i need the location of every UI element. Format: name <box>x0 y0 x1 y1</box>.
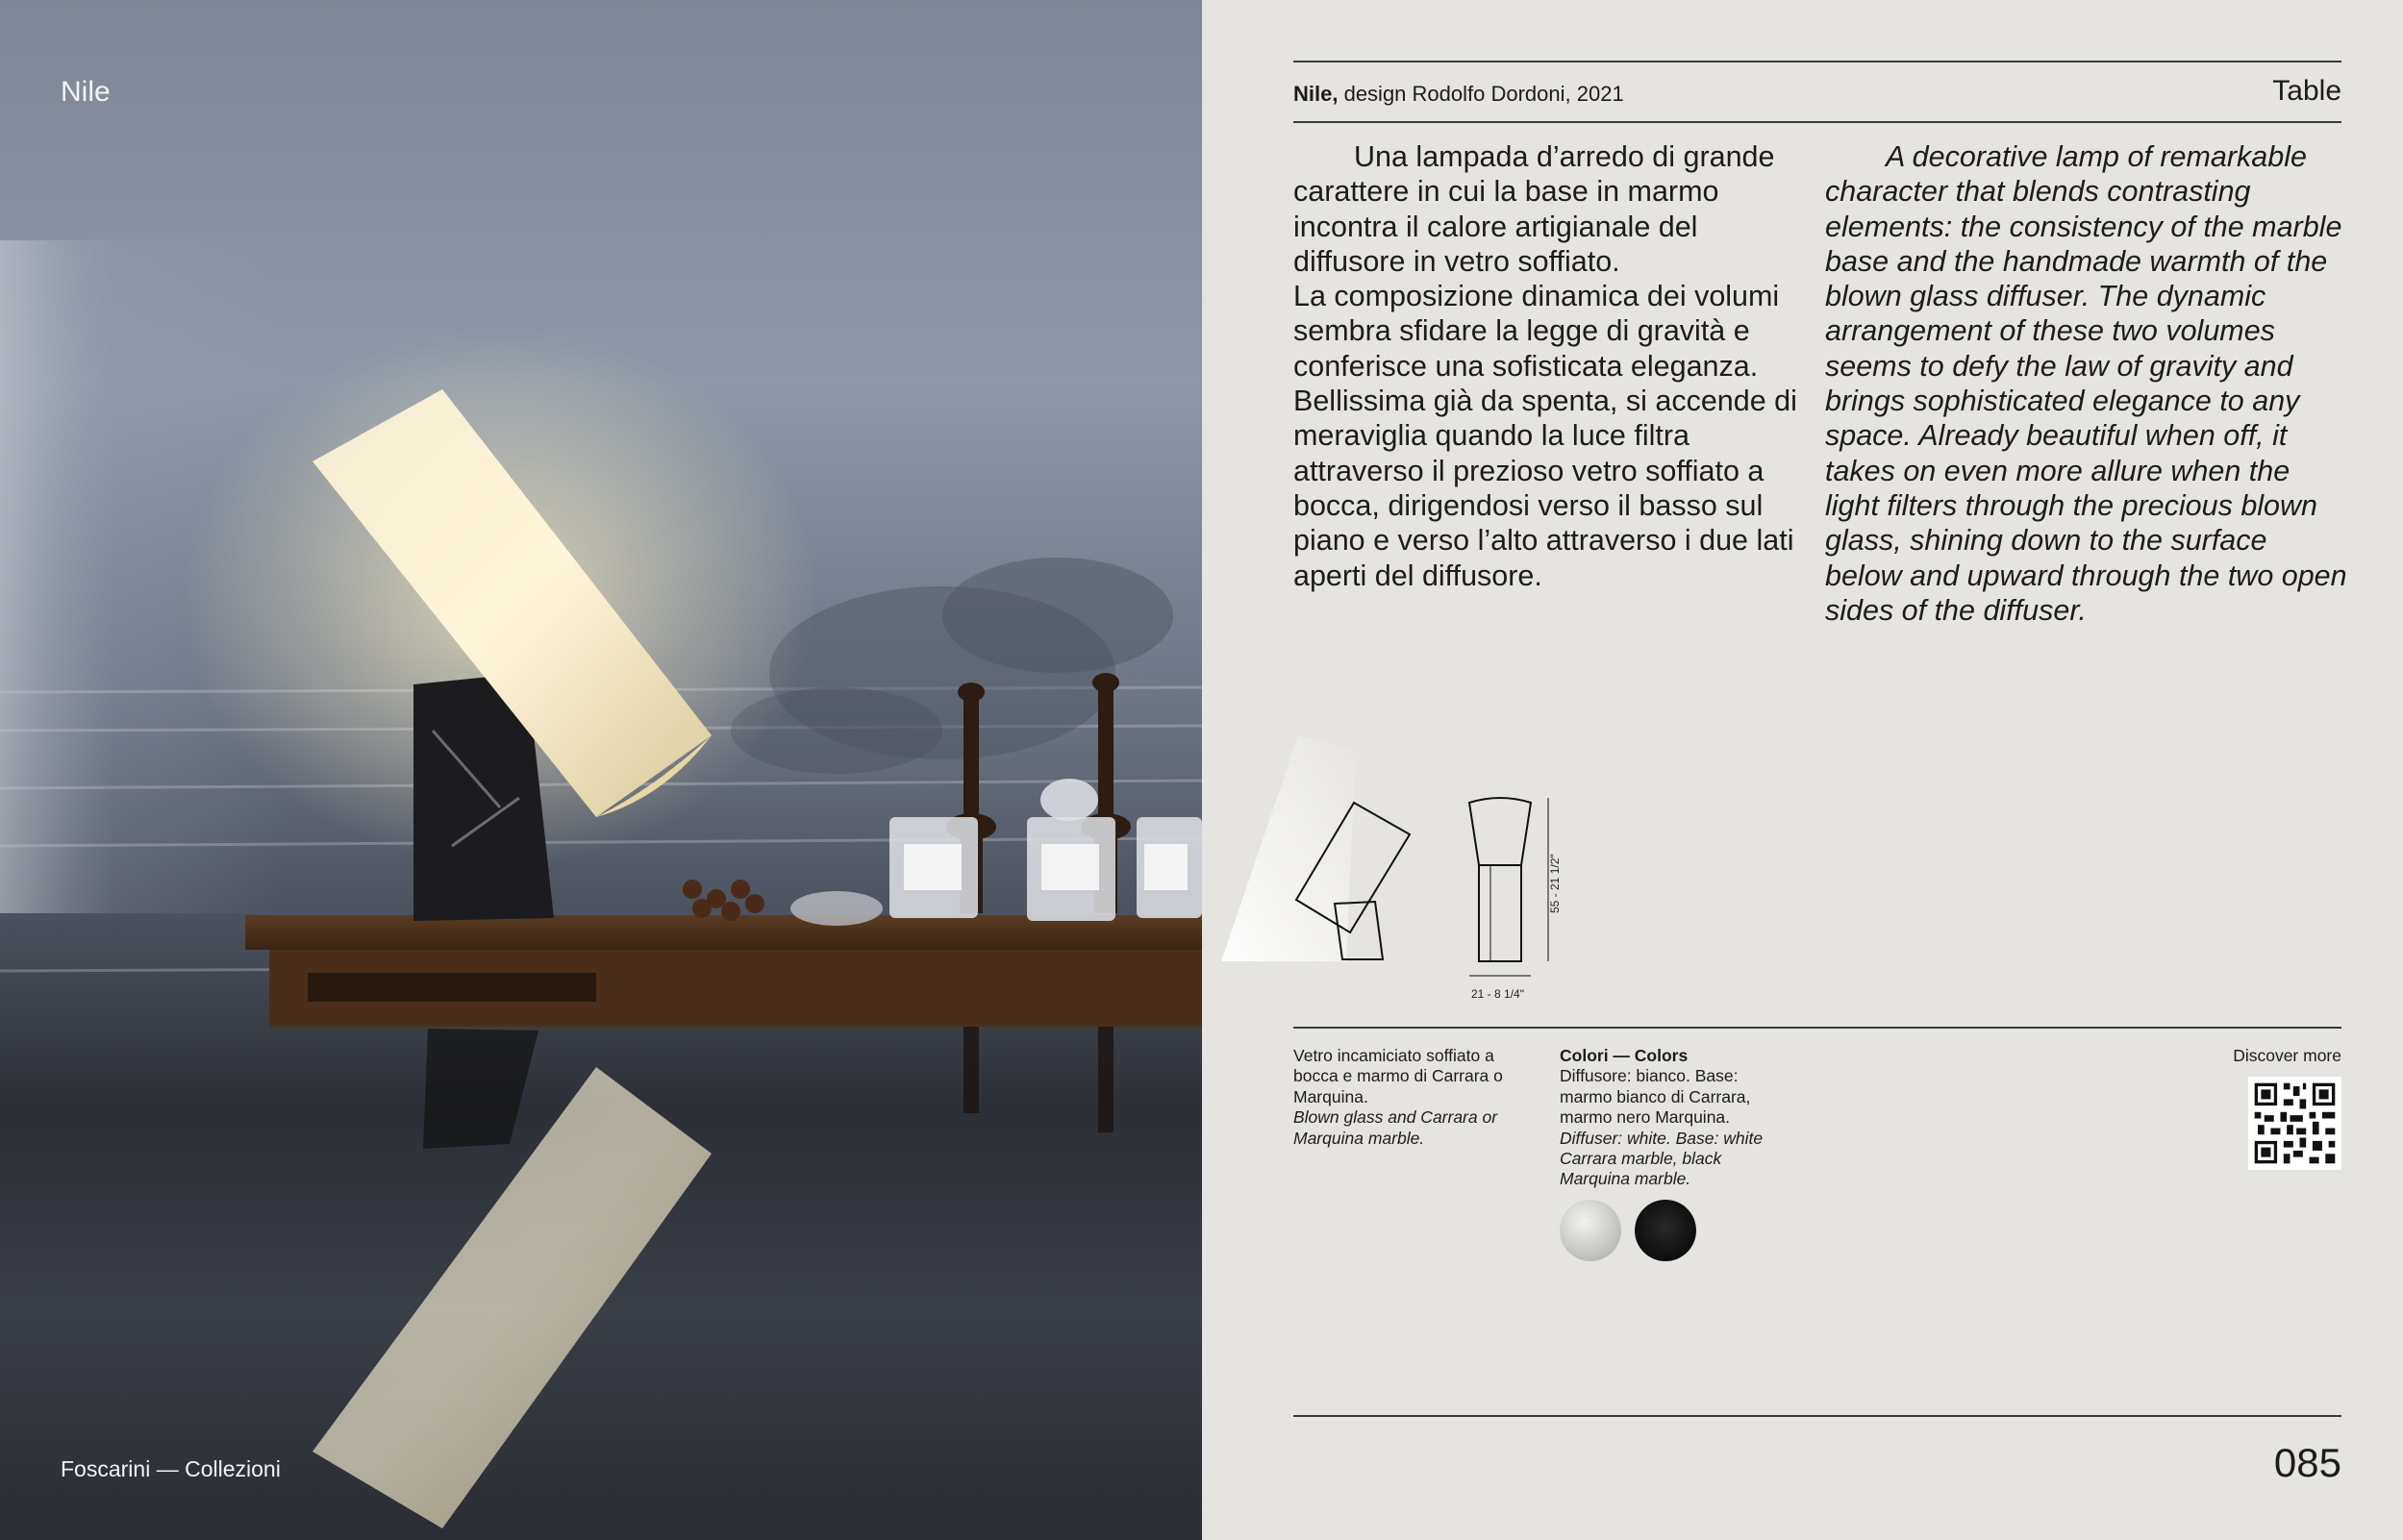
colors-italian: Diffusore: bianco. Base: marmo bianco di Carrara, marmo nero Marquina. <box>1560 1066 1751 1128</box>
product-name: Nile, <box>1293 82 1339 106</box>
color-swatch-white-carrara[interactable] <box>1560 1200 1621 1261</box>
description-it-paragraph-2: La composizione dinamica dei volumi sembra sfidare la legge di gravità e conferisce una sofisticata eleganza. Bellissima già da spenta, si accende di meraviglia quando la luce filtra attraverso il prezioso vetro soffiato a bocca, dirigendosi verso il basso sul piano e verso l’alto attraverso i due lati aperti del diffusore. <box>1293 280 1797 592</box>
width-dimension: 21 - 8 1/4" <box>1471 987 1524 1001</box>
colors-english: Diffuser: white. Base: white Carrara marble, black Marquina marble. <box>1560 1128 1764 1189</box>
material-info <box>1293 1046 1543 1149</box>
height-dimension: 55 - 21 1/2" <box>1548 854 1562 913</box>
specs-rule <box>1293 1027 2341 1029</box>
page-number: 085 <box>2273 1440 2341 1485</box>
description-english <box>1825 139 2349 628</box>
description-en-paragraph: A decorative lamp of remarkable character that blends contrasting elements: the consistency of the marble base and the handmade warmth of the blown glass diffuser. The dynamic arrangement of these two volumes seems to defy the law of gravity and brings sophisticated elegance to any space. Already beautiful when off, it takes on even more allure when the light filters through the precious blown glass, shining down to the surface below and upward through the two open sides of the diffuser. <box>1825 140 2347 627</box>
color-swatch-black-marquina[interactable] <box>1635 1200 1696 1261</box>
material-italian: Vetro incamiciato soffiato a bocca e marmo di Carrara o Marquina. <box>1293 1046 1503 1106</box>
qr-code-icon[interactable] <box>2248 1077 2341 1170</box>
designer-credit: design Rodolfo Dordoni, 2021 <box>1338 82 1624 106</box>
dimension-lines <box>1469 798 1548 976</box>
product-category: Table <box>2272 75 2341 107</box>
photo-title: Nile <box>61 76 111 108</box>
colors-info <box>1560 1046 1781 1190</box>
front-view-drawing <box>1469 798 1531 961</box>
description-italian <box>1293 139 1817 593</box>
collection-footer: Foscarini — Collezioni <box>61 1456 281 1481</box>
material-english: Blown glass and Carrara or Marquina marble. <box>1293 1107 1498 1148</box>
header-top-rule <box>1293 61 2341 62</box>
product-credit <box>1293 82 1624 107</box>
header-bottom-rule <box>1293 121 2341 123</box>
footer-rule <box>1293 1415 2341 1417</box>
description-it-paragraph-1: Una lampada d’arredo di grande carattere in cui la base in marmo incontra il calore artigianale del diffusore in vetro soffiato. <box>1293 140 1775 278</box>
colors-heading: Colori — Colors <box>1560 1046 1689 1065</box>
light-beam-illustration <box>1221 735 1356 961</box>
discover-more-label: Discover more <box>2233 1046 2341 1065</box>
